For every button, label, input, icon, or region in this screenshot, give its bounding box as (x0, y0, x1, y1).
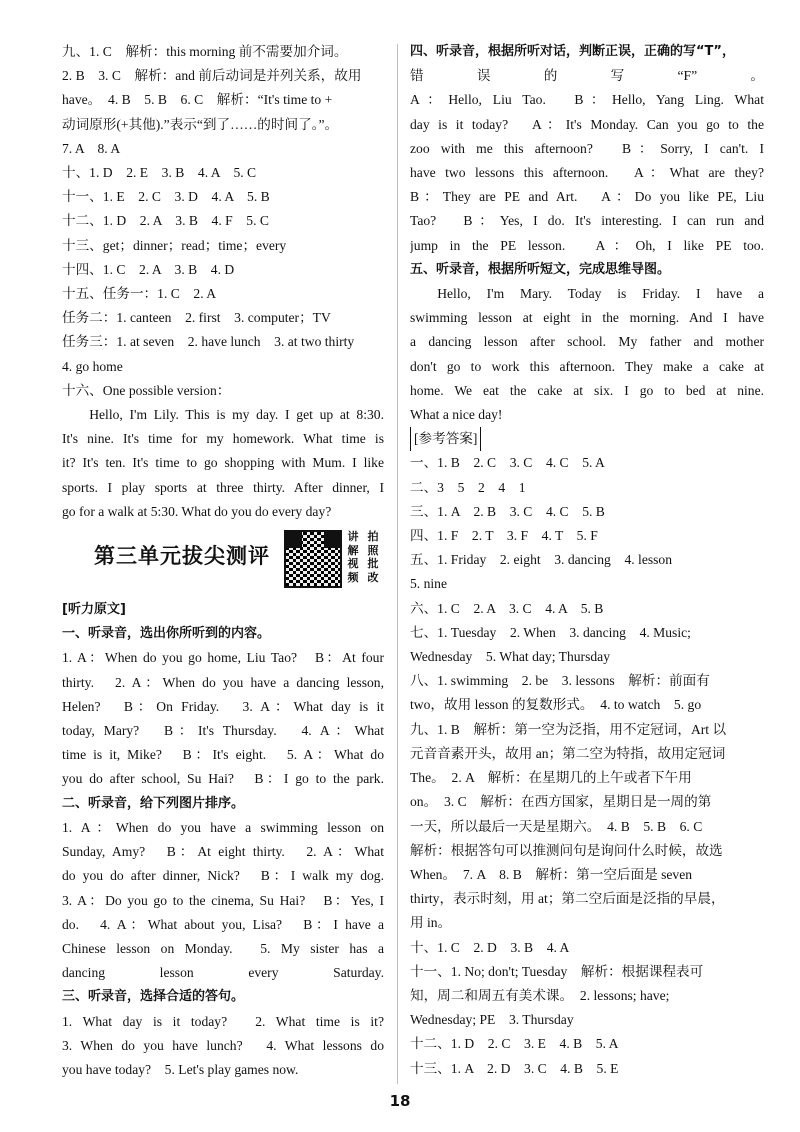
text-line: 知，周二和周五有美术课。 2. lessons; have; (410, 987, 670, 1003)
qr-caption (344, 530, 382, 584)
text-line: 八、1. swimming 2. be 3. lessons 解析：前面有 (410, 673, 710, 689)
text-line: 五、听录音，根据所听短文，完成思维导图。 (410, 261, 671, 277)
text-line: The。 2. A 解析：在星期几的上午或者下午用 (410, 770, 692, 786)
qr-caption-char: 解 (347, 543, 359, 557)
text-line: 十四、1. C 2. A 3. B 4. D (62, 261, 235, 277)
qr-caption-char: 讲 (347, 530, 359, 544)
text-line: 错误的写“F”。 (410, 68, 764, 84)
right-column (410, 40, 764, 1081)
text-line: 2. B 3. C 解析：and 前后动词是并列关系，故用 (62, 68, 362, 84)
text-line: don't go to work this afternoon. They make a cake at (410, 358, 764, 374)
qr-code-icon[interactable] (284, 530, 342, 588)
text-line: a dancing lesson after school. My father and mother (410, 334, 764, 350)
text-line: It's nine. It's time for my homework. What time is (62, 431, 384, 447)
text-line: 九、1. B 解析：第一空为泛指，用不定冠词，Art 以 (410, 721, 727, 737)
text-line: 七、1. Tuesday 2. When 3. dancing 4. Music; (410, 624, 691, 640)
text-line: 十五、任务一：1. C 2. A (62, 286, 217, 302)
text-line: go for a walk at 5:30. What do you do every day? (62, 503, 332, 519)
text-line: jump in the PE lesson. A：Oh, I like PE too. (410, 237, 764, 253)
text-line: 一天，所以最后一天是星期六。 4. B 5. B 6. C (410, 818, 703, 834)
text-line: 一、1. B 2. C 3. C 4. C 5. A (410, 455, 605, 471)
text-line: have。 4. B 5. B 6. C 解析：“It's time to + (62, 92, 333, 108)
text-line: 解析：根据答句可以推测问句是询问什么时候，故选 (410, 842, 723, 858)
text-line: on。 3. C 解析：在西方国家，星期日是一周的第 (410, 794, 712, 810)
text-line: it? It's ten. It's time to go shopping with Mum. I like (62, 455, 384, 471)
text-line: have two lessons this afternoon. A：What are they? (410, 165, 764, 181)
text-line: 3. When do you have lunch? 4. What lessons do (62, 1037, 384, 1053)
text-line: 三、1. A 2. B 3. C 4. C 5. B (410, 503, 605, 519)
text-line: 4. go home (62, 358, 123, 374)
text-line: 一、听录音，选出你所听到的内容。 (62, 626, 271, 642)
page-number: 18 (389, 1092, 411, 1110)
qr-caption-char: 拍 (367, 530, 379, 544)
qr-caption-char: 批 (367, 557, 379, 571)
text-line: sports. I play sports at three thirty. After dinner, I (62, 479, 384, 495)
text-line: 3. A：Do you go to the cinema, Su Hai? B：Yes, I (62, 892, 384, 908)
text-line: 五、1. Friday 2. eight 3. dancing 4. lesson (410, 552, 673, 568)
left-column (62, 40, 384, 1082)
text-line: 十三、1. A 2. D 3. C 4. B 5. E (410, 1060, 619, 1076)
text-line: 十三、get；dinner；read；time；every (62, 237, 287, 253)
listening-script-continued (410, 40, 764, 282)
text-line: A：Hello, Liu Tao. B：Hello, Yang Ling. What (410, 92, 764, 108)
text-line: 十六、One possible version： (62, 382, 231, 398)
text-line: 四、1. F 2. T 3. F 4. T 5. F (410, 528, 598, 544)
text-line: 六、1. C 2. A 3. C 4. A 5. B (410, 600, 604, 616)
text-line: 三、听录音，选择合适的答句。 (62, 989, 245, 1005)
text-line: What a nice day! (410, 407, 503, 423)
sample-essay (62, 403, 384, 524)
text-line: day is it today? A：It's Monday. Can you go to the (410, 116, 764, 132)
text-line: Hello, I'm Lily. This is my day. I get up at 8:30. (89, 407, 384, 423)
text-line: zoo with me this afternoon? B：Sorry, I can't. I (410, 140, 764, 156)
text-line: 十一、1. E 2. C 3. D 4. A 5. B (62, 189, 270, 205)
text-line: B：They are PE and Art. A：Do you like PE, Liu (410, 189, 764, 205)
text-line: 二、3 5 2 4 1 (410, 479, 526, 495)
text-line: you have today? 5. Let's play games now. (62, 1061, 299, 1077)
unit-title: 第三单元拔尖测评 (94, 544, 270, 569)
text-line: [听力原文] (62, 602, 126, 618)
text-line: 任务三：1. at seven 2. have lunch 3. at two thirty (62, 334, 355, 350)
answer-block-top (62, 40, 384, 403)
text-line: 十二、1. D 2. A 3. B 4. F 5. C (62, 213, 269, 229)
text-line: Tao? B：Yes, I do. It's interesting. I can run and (410, 213, 764, 229)
text-line: 1. A：When do you go home, Liu Tao? B：At four (62, 650, 384, 666)
qr-caption-char: 频 (347, 570, 359, 584)
text-line: swimming lesson at eight in the morning. And I have (410, 310, 764, 326)
unit-header (62, 530, 384, 594)
text-line: 1. A：When do you have a swimming lesson on (62, 819, 384, 835)
text-line: Helen? B：On Friday. 3. A：What day is it (62, 698, 384, 714)
text-line: dancing lesson every Saturday. (62, 965, 384, 981)
qr-caption-char: 视 (347, 557, 359, 571)
text-line: do. 4. A：What about you, Lisa? B：I have a (62, 916, 384, 932)
text-line: two，故用 lesson 的复数形式。 4. to watch 5. go (410, 697, 702, 713)
text-line: When。 7. A 8. B 解析：第一空后面是 seven (410, 866, 693, 882)
text-line: you do after school, Su Hai? B：I go to the park. (62, 771, 384, 787)
text-line: 1. What day is it today? 2. What time is it? (62, 1013, 384, 1029)
text-line: Wednesday; PE 3. Thursday (410, 1012, 574, 1028)
qr-caption-char: 照 (367, 543, 379, 557)
text-line: 十二、1. D 2. C 3. E 4. B 5. A (410, 1036, 619, 1052)
column-divider (397, 44, 398, 1084)
qr-caption-char: 改 (367, 570, 379, 584)
text-line: 7. A 8. A (62, 140, 121, 156)
text-line: Wednesday 5. What day; Thursday (410, 649, 610, 665)
text-line: Chinese lesson on Monday. 5. My sister has a (62, 940, 384, 956)
text-line: 动词原形(+其他).”表示“到了……的时间了。”。 (62, 116, 339, 132)
text-line: 用 in。 (410, 915, 452, 931)
listening-passage (410, 282, 764, 427)
listening-script (62, 598, 384, 1082)
text-line: 二、听录音，给下列图片排序。 (62, 795, 245, 811)
text-line: 九、1. C 解析：this morning 前不需要加介词。 (62, 44, 348, 59)
answers-heading: [参考答案] (410, 427, 764, 451)
text-line: Hello, I'm Mary. Today is Friday. I have a (437, 286, 764, 302)
text-line: 十、1. D 2. E 3. B 4. A 5. C (62, 165, 257, 181)
text-line: home. We eat the cake at six. I go to bed at nine. (410, 382, 764, 398)
answer-key (410, 451, 764, 1080)
text-line: 元音音素开头，故用 an；第二空为特指，故用定冠词 (410, 745, 726, 761)
text-line: time is it, Mike? B：It's eight. 5. A：What do (62, 747, 384, 763)
text-line: thirty. 2. A：When do you have a dancing lesson, (62, 674, 384, 690)
text-line: 5. nine (410, 576, 447, 592)
text-line: 四、听录音，根据所听对话，判断正误，正确的写“T”， (410, 44, 735, 59)
text-line: 十、1. C 2. D 3. B 4. A (410, 939, 570, 955)
text-line: do you do after dinner, Nick? B：I walk my dog. (62, 868, 384, 884)
text-line: Sunday, Amy? B：At eight thirty. 2. A：What (62, 844, 384, 860)
text-line: today, Mary? B：It's Thursday. 4. A：What (62, 723, 384, 739)
text-line: 任务二：1. canteen 2. first 3. computer；TV (62, 310, 331, 326)
text-line: thirty，表示时刻，用 at；第二空后面是泛指的早晨， (410, 891, 725, 907)
text-line: 十一、1. No; don't; Tuesday 解析：根据课程表可 (410, 963, 704, 979)
